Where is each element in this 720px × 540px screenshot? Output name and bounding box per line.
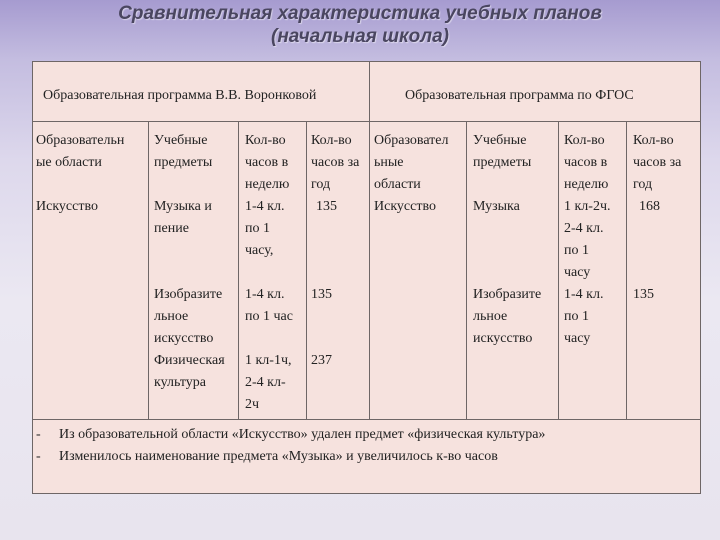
right-music-hours-year: 168 [639,199,660,214]
col-divider-l2 [238,121,239,419]
left-art-hours-week: 1-4 кл. по 1 час [245,287,293,324]
note-2: Изменилось наименование предмета «Музыка» и увеличилось к-во часов [59,449,498,464]
left-music-subject: Музыка и пение [154,199,212,236]
left-pe-hours-week: 1 кл-1ч, 2-4 кл- 2ч [245,353,292,412]
left-pe-hours-year: 237 [311,353,332,368]
col-divider-r3 [626,121,627,419]
left-header-hours-week: Кол-во часов в неделю [245,133,290,192]
note-1-bullet: - [36,427,41,442]
right-area-art: Искусство [374,199,436,214]
right-art-hours-week: 1-4 кл. по 1 часу [564,287,604,346]
col-divider-l1 [148,121,149,419]
left-area-art: Искусство [36,199,98,214]
left-music-hours-year: 135 [316,199,337,214]
left-header-hours-year: Кол-во часов за год [311,133,360,192]
left-header-subjects: Учебные предметы [154,133,213,170]
left-art-subject: Изобразите льное искусство [154,287,223,346]
slide-title [0,2,720,48]
left-program-header: Образовательная программа В.В. Воронковой [43,88,317,103]
right-header-subjects: Учебные предметы [473,133,532,170]
program-divider [369,62,370,419]
title-line-1: Сравнительная характеристика учебных планов [118,3,602,24]
right-header-hours-week: Кол-во часов в неделю [564,133,609,192]
right-header-hours-year: Кол-во часов за год [633,133,682,192]
left-pe-subject: Физическая культура [154,353,225,390]
header-divider [33,121,700,122]
left-header-area: Образовательн ые области [36,133,125,170]
right-program-header: Образовательная программа по ФГОС [405,88,634,103]
note-2-bullet: - [36,449,41,464]
comparison-table [32,61,701,494]
right-art-hours-year: 135 [633,287,654,302]
right-music-subject: Музыка [473,199,520,214]
note-1: Из образовательной области «Искусство» удален предмет «физическая культура» [59,427,546,442]
right-art-subject: Изобразите льное искусство [473,287,542,346]
left-art-hours-year: 135 [311,287,332,302]
col-divider-r1 [466,121,467,419]
col-divider-l3 [306,121,307,419]
col-divider-r2 [558,121,559,419]
left-music-hours-week: 1-4 кл. по 1 часу, [245,199,285,258]
title-line-2: (начальная школа) [271,26,449,47]
right-music-hours-week: 1 кл-2ч. 2-4 кл. по 1 часу [564,199,611,280]
notes-divider [33,419,700,420]
right-header-area: Образовател ьные области [374,133,449,192]
